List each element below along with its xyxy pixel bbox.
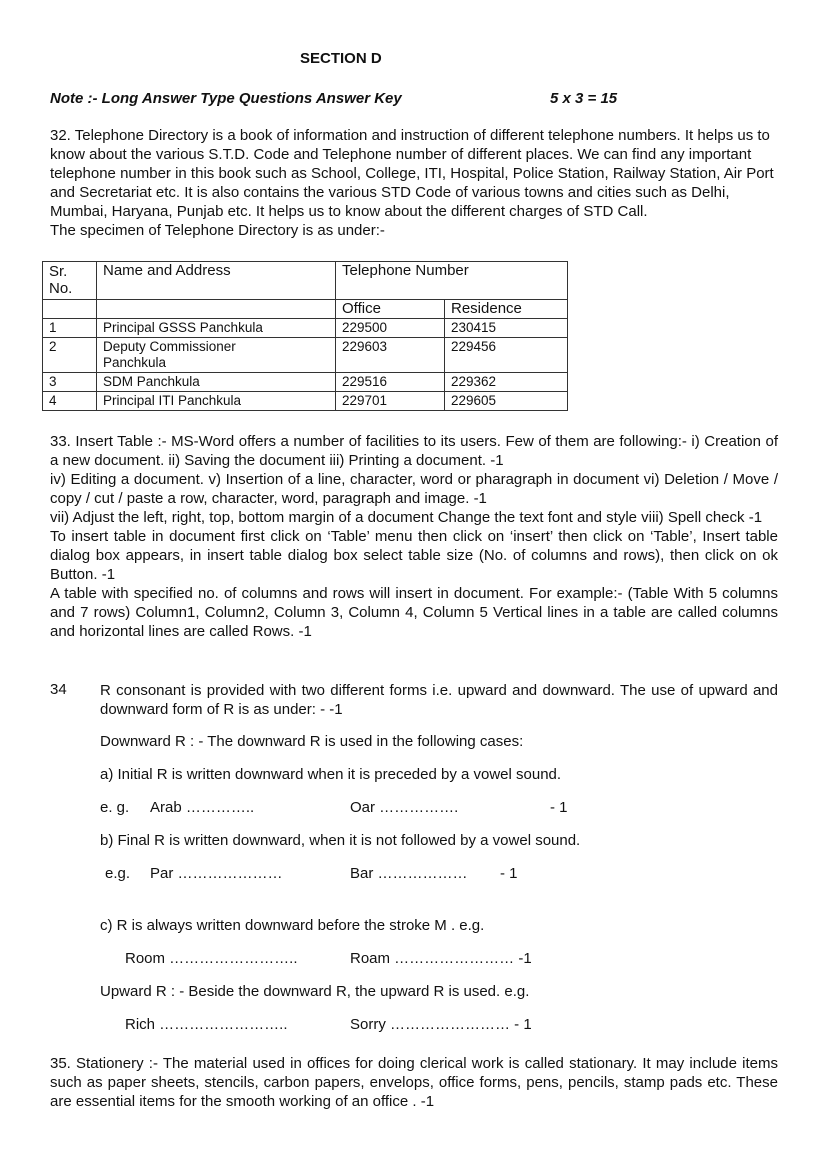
eg-word: Bar ……………… <box>350 865 468 882</box>
eg-word: Room …………………….. <box>125 950 298 967</box>
eg-marks: - 1 <box>500 865 518 882</box>
question-35: 35. Stationery :- The material used in offices for doing clerical work is called stationary. It may include items such as paper sheets, stencils, carbon papers, envelops, office forms, pens, pencils, stamp pads etc. These are essential items for the smooth working of an office . -1 <box>50 1055 778 1110</box>
eg-word: Par ………………… <box>150 865 283 882</box>
table-row <box>43 373 568 392</box>
telephone-directory-table <box>42 261 568 411</box>
eg-word: Sorry …………………… - 1 <box>350 1016 532 1033</box>
cell-name: Deputy Commissioner Panchkula <box>97 338 336 373</box>
q34-downward: Downward R : - The downward R is used in the following cases: <box>100 733 524 750</box>
cell-sr: 3 <box>43 373 97 392</box>
header-telephone: Telephone Number <box>336 262 568 300</box>
eg-word: Rich …………………….. <box>125 1016 288 1033</box>
eg-label: e.g. <box>105 865 131 882</box>
cell-name: Principal GSSS Panchkula <box>97 319 336 338</box>
empty-cell <box>43 300 97 319</box>
q34-case-a: a) Initial R is written downward when it is preceded by a vowel sound. <box>100 766 562 783</box>
q33-para: vii) Adjust the left, right, top, bottom margin of a document Change the text font and style viii) Spell check -1 <box>50 509 763 526</box>
q34-upward: Upward R : - Beside the downward R, the upward R is used. e.g. <box>100 983 530 1000</box>
eg-word: Arab ………….. <box>150 799 255 816</box>
cell-sr: 1 <box>43 319 97 338</box>
eg-word: Roam …………………… -1 <box>350 950 532 967</box>
q32-specimen: The specimen of Telephone Directory is as under:- <box>50 222 385 239</box>
header-name: Name and Address <box>97 262 336 300</box>
cell-name: Principal ITI Panchkula <box>97 392 336 411</box>
table-row <box>43 319 568 338</box>
cell-residence: 229362 <box>445 373 568 392</box>
cell-office: 229701 <box>336 392 445 411</box>
eg-word: Oar ……………. <box>350 799 459 816</box>
table-row <box>43 392 568 411</box>
header-sr: Sr. No. <box>43 262 97 300</box>
cell-name: SDM Panchkula <box>97 373 336 392</box>
cell-office: 229603 <box>336 338 445 373</box>
question-32 <box>50 126 778 240</box>
cell-residence: 229605 <box>445 392 568 411</box>
question-33 <box>50 432 778 641</box>
cell-residence: 230415 <box>445 319 568 338</box>
cell-sr: 4 <box>43 392 97 411</box>
cell-office: 229500 <box>336 319 445 338</box>
eg-label: e. g. <box>100 799 130 816</box>
q33-para: iv) Editing a document. v) Insertion of a line, character, word or pharagraph in document vi) Deletion / Move / copy / cut / paste a row, character, word, paragraph and image. -1 <box>50 471 778 507</box>
note-heading: Note :- Long Answer Type Questions Answer Key <box>50 90 402 107</box>
header-residence: Residence <box>445 300 568 319</box>
q33-para: A table with specified no. of columns and rows will insert in document. For example:- (Table With 5 columns and 7 rows) Column1, Column2, Column 3, Column 4, Column 5 Vertical lines in a table are called columns and horizontal lines are called Rows. -1 <box>50 585 778 640</box>
q33-para: To insert table in document first click on ‘Table’ menu then click on ‘insert’ then click on ‘Table’, Insert table dialog box appears, in insert table dialog box select table size (No. of columns and rows), then click on ok Button. -1 <box>50 528 778 583</box>
q34-case-b: b) Final R is written downward, when it is not followed by a vowel sound. <box>100 832 581 849</box>
q32-text: 32. Telephone Directory is a book of information and instruction of different telephone numbers. It helps us to know about the various S.T.D. Code and Telephone number of different places. We can find any important telephone number in this book such as School, College, ITI, Hospital, Police Station, Railway Station, Air Port and Secretariat etc. It is also contains the various STD Code of various towns and cities such as Delhi, Mumbai, Haryana, Punjab etc. It helps us to know about the different charges of STD Call. <box>50 127 774 220</box>
table-row <box>43 338 568 373</box>
cell-office: 229516 <box>336 373 445 392</box>
cell-residence: 229456 <box>445 338 568 373</box>
empty-cell <box>97 300 336 319</box>
eg-marks: - 1 <box>550 799 568 816</box>
section-title: SECTION D <box>300 50 382 67</box>
header-office: Office <box>336 300 445 319</box>
q34-intro: R consonant is provided with two different forms i.e. upward and downward. The use of upward and downward form of R is as under: - -1 <box>100 682 778 718</box>
cell-sr: 2 <box>43 338 97 373</box>
q34-number: 34 <box>50 681 67 698</box>
q33-para: 33. Insert Table :- MS-Word offers a number of facilities to its users. Few of them are following:- i) Creation of a new document. ii) Saving the document iii) Printing a document. -1 <box>50 433 778 469</box>
q34-case-c: c) R is always written downward before the stroke M . e.g. <box>100 917 485 934</box>
marks-total: 5 x 3 = 15 <box>550 90 618 107</box>
